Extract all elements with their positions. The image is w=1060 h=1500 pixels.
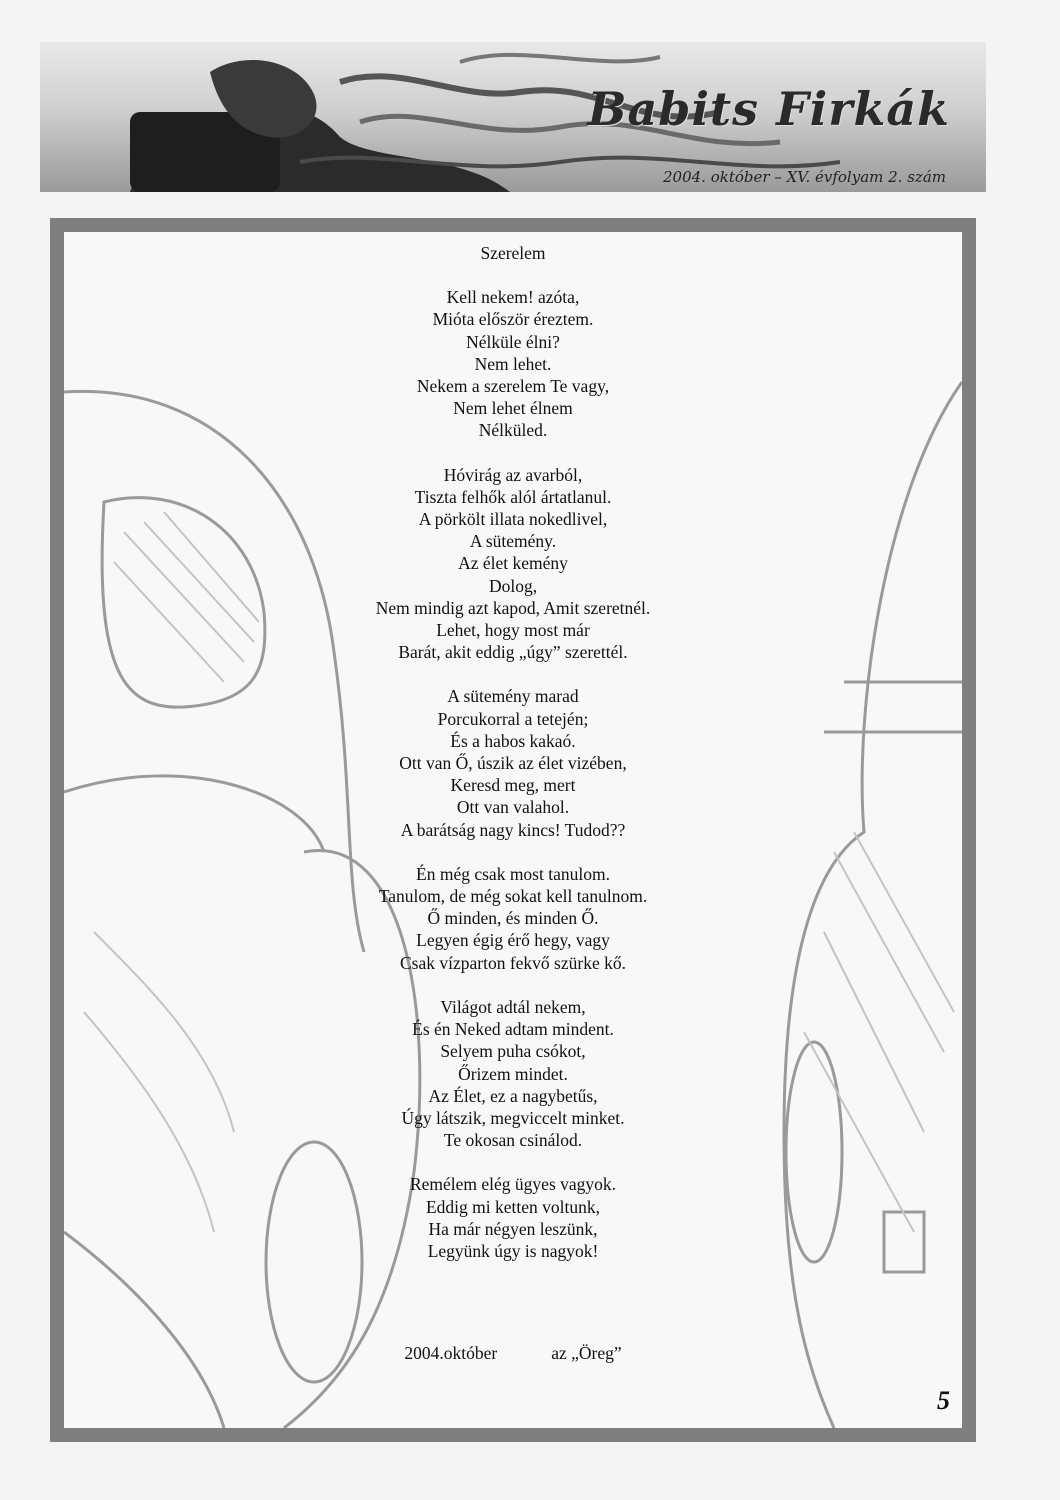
issue-info: 2004. október – XV. évfolyam 2. szám [663,168,946,186]
poem-line: Selyem puha csókot, [440,1041,586,1062]
poem-line: Ott van Ő, úszik az élet vizében, [399,753,627,774]
newsletter-title: Babits Firkák [587,82,950,136]
poem-line: A sütemény. [469,531,557,552]
poem-line: Nem lehet élnem [453,398,573,419]
poem-line: Világot adtál nekem, [440,996,586,1017]
poem-line: Ha már négyen leszünk, [428,1218,598,1239]
poem-author: az „Öreg” [551,1343,622,1363]
poem [64,242,962,1284]
poem-line: Remélem elég ügyes vagyok. [409,1174,617,1195]
poem-line: Én még csak most tanulom. [416,863,610,884]
poem-line: A pörkölt illata nokedlivel, [418,509,608,530]
page-number: 5 [937,1386,950,1415]
poem-line: Nélküled. [478,420,548,441]
header-banner [40,42,986,192]
stanza [64,685,962,840]
poem-line: Lehet, hogy most már [436,620,590,641]
poem-line: Eddig mi ketten voltunk, [425,1196,600,1217]
poem-line: Tanulom, de még sokat kell tanulnom. [378,886,648,907]
poem-line: És a habos kakaó. [450,730,576,751]
poem-line: Ő minden, és minden Ő. [427,908,599,929]
stanza [64,464,962,664]
poem-line: Legyünk úgy is nagyok! [427,1240,599,1261]
poem-line: Hóvirág az avarból, [443,464,583,485]
poem-line: Legyen égig érő hegy, vagy [416,930,610,951]
stanza [64,996,962,1151]
poem-line: Őrizem mindet. [458,1063,568,1084]
stanza [64,286,962,441]
poem-line: Tiszta felhők alól ártatlanul. [414,486,612,507]
poem-line: Ott van valahol. [456,797,570,818]
poem-line: Te okosan csinálod. [443,1130,583,1151]
poem-signature [64,1343,962,1364]
poem-line: A sütemény marad [447,686,579,707]
poem-line: Barát, akit eddig „úgy” szerettél. [398,642,628,663]
stanza [64,863,962,974]
content-area [64,232,962,1428]
poem-line: Mióta először éreztem. [432,309,594,330]
poem-line: Úgy látszik, megviccelt minket. [401,1107,625,1128]
poem-line: Az Élet, ez a nagybetűs, [428,1085,598,1106]
poem-line: Az élet kemény [458,553,568,574]
poem-line: Nekem a szerelem Te vagy, [416,376,610,397]
poem-line: Porcukorral a tetején; [437,708,589,729]
poem-line: Csak vízparton fekvő szürke kő. [400,952,626,973]
poem-line: Nem lehet. [474,353,552,374]
poem-line: Dolog, [488,575,538,596]
poem-title: Szerelem [480,243,546,263]
poem-line: Nem mindig azt kapod, Amit szeretnél. [375,597,651,618]
poem-line: Kell nekem! azóta, [446,287,580,308]
poem-line: Keresd meg, mert [450,775,576,796]
poem-date: 2004.október [404,1343,498,1363]
poem-line: A barátság nagy kincs! Tudod?? [400,819,626,840]
poem-line: És én Neked adtam mindent. [412,1019,614,1040]
stanza [64,1173,962,1262]
poem-line: Nélküle élni? [466,331,560,352]
content-frame [50,218,976,1442]
